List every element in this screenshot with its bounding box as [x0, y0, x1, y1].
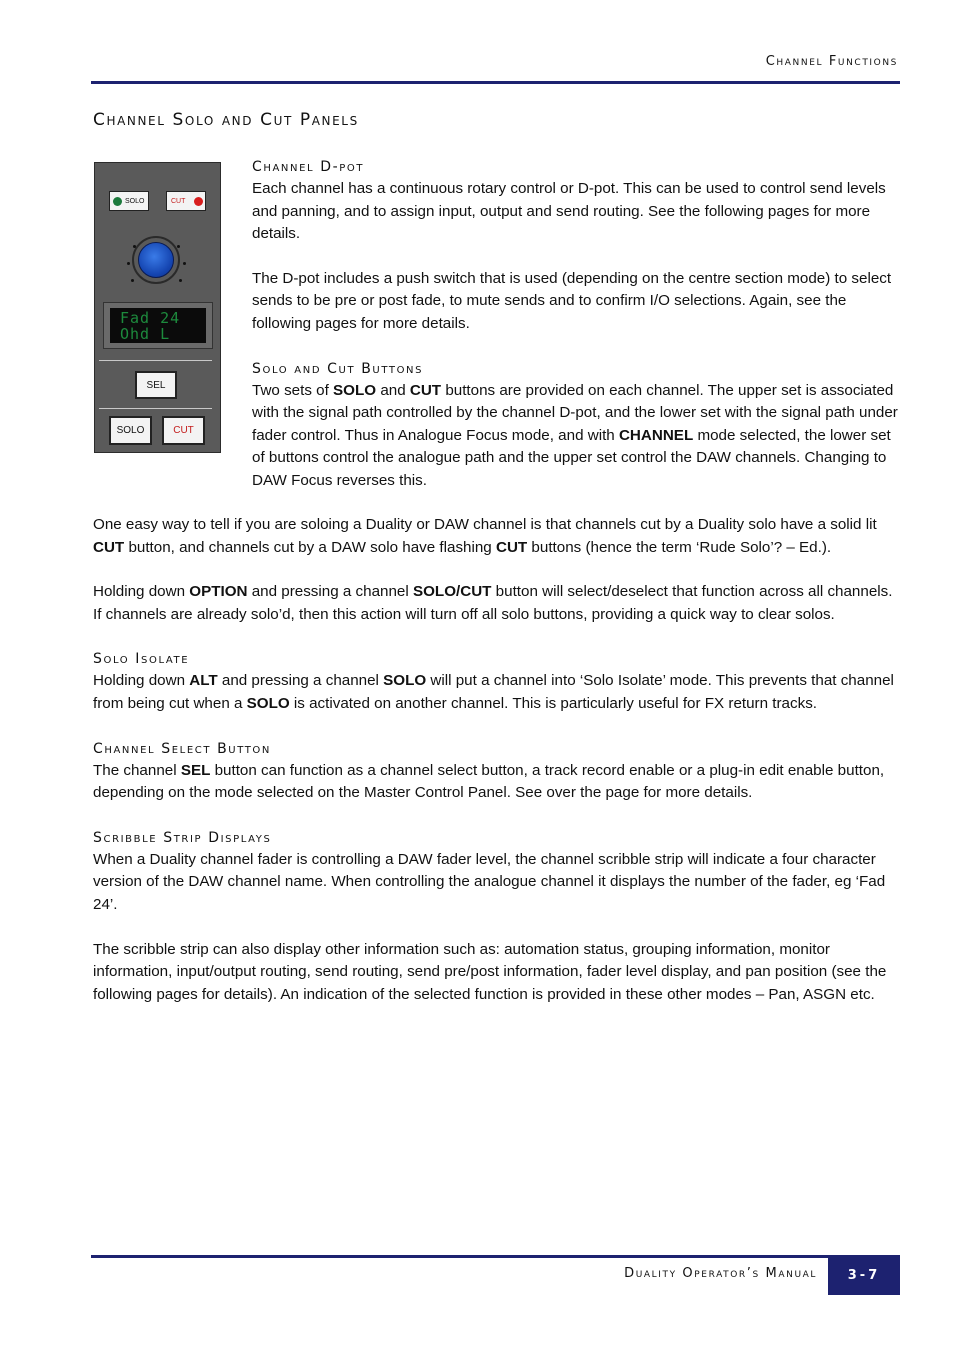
panel-divider [99, 408, 212, 409]
scribble-strip-display [110, 308, 206, 343]
dpot-tick-mark [183, 262, 186, 265]
dpot-paragraph-2: The D-pot includes a push switch that is used (depending on the centre section mode) to select sends to be pre or post fade, to mute sends and to confirm I/O selections. Again, see the following pages for more details. [252, 269, 892, 332]
lower-cut-button: CUT [162, 416, 205, 445]
dpot-tick-mark [133, 245, 136, 248]
body-column [93, 514, 903, 1006]
dpot-heading: Channel D-pot [252, 159, 365, 175]
scribble-paragraph-1: When a Duality channel fader is controlling a DAW fader level, the channel scribble strip will indicate a four character version of the DAW channel name. When controlling the analogue channel it displays the number of the fader, eg ‘Fad 24’. [93, 850, 886, 913]
channel-panel-illustration [94, 162, 221, 453]
select-paragraph: The channel SEL button can function as a channel select button, a track record enable or a plug-in edit enable button, depending on the mode selected on the Master Control Panel. See over the page for more details. [93, 761, 885, 802]
upper-solo-button [109, 191, 149, 211]
running-header: Channel Functions [765, 54, 898, 69]
dpot-tick-mark [179, 279, 182, 282]
solo-cut-paragraph-2: One easy way to tell if you are soloing a Duality or DAW channel is that channels cut by a Duality solo have a solid lit CUT button, and channels cut by a DAW solo have flashing CUT buttons (hence the term ‘Rude Solo’? – Ed.). [93, 516, 877, 556]
select-heading: Channel Select Button [93, 740, 271, 757]
upper-cut-label: CUT [171, 197, 186, 205]
cut-led-icon [194, 197, 203, 206]
solo-cut-heading: Solo and Cut Buttons [252, 360, 424, 377]
page-number: 3-7 [828, 1256, 900, 1295]
sel-button: SEL [135, 371, 177, 399]
display-line-2: Ohd L [120, 325, 171, 343]
dpot-tick-mark [131, 279, 134, 282]
right-column [252, 156, 902, 493]
section-title: Channel Solo and Cut Panels [93, 110, 359, 130]
scribble-strip-frame [103, 302, 213, 349]
solo-cut-paragraph-1: Two sets of SOLO and CUT buttons are provided on each channel. The upper set is associated with the signal path controlled by the channel D-pot, and the lower set with the signal path under fader control. Thus in Analogue Focus mode, and with CHANNEL mode selected, the lower set of buttons control the analogue path and the upper set control the DAW channels. Changing to DAW Focus reverses this. [252, 381, 898, 489]
display-line-1: Fad 24 [120, 309, 181, 327]
lower-solo-button: SOLO [109, 416, 152, 445]
scribble-heading: Scribble Strip Displays [93, 829, 272, 846]
footer-manual-title: Duality Operator’s Manual [624, 1266, 817, 1281]
dpot-paragraph-1: Each channel has a continuous rotary control or D-pot. This can be used to control send levels and panning, and to assign input, output and send routing. See the following pages for more details. [252, 180, 886, 243]
dpot-tick-mark [127, 262, 130, 265]
header-rule [91, 81, 900, 84]
panel-divider [99, 360, 212, 361]
solo-isolate-paragraph: Holding down ALT and pressing a channel SOLO will put a channel into ‘Solo Isolate’ mode. This prevents that channel from being cut when a SOLO is activated on another channel. This is particularly useful for FX return tracks. [93, 672, 894, 712]
scribble-paragraph-2: The scribble strip can also display other information such as: automation status, grouping information, monitor information, input/output routing, send routing, send pre/post information, fader level display, and pan position (see the following pages for details). An indication of the selected function is provided in these other modes – Pan, ASGN etc. [93, 940, 887, 1003]
footer-rule [91, 1255, 900, 1258]
solo-led-icon [113, 197, 122, 206]
solo-isolate-heading: Solo Isolate [93, 651, 190, 668]
upper-solo-label: SOLO [125, 197, 145, 205]
dpot-knob-icon [138, 242, 174, 278]
solo-cut-paragraph-3: Holding down OPTION and pressing a channel SOLO/CUT button will select/deselect that function across all channels. If channels are already solo’d, then this action will turn off all solo buttons, providing a quick way to clear solos. [93, 583, 893, 623]
upper-cut-button [166, 191, 206, 211]
dpot-tick-mark [177, 245, 180, 248]
